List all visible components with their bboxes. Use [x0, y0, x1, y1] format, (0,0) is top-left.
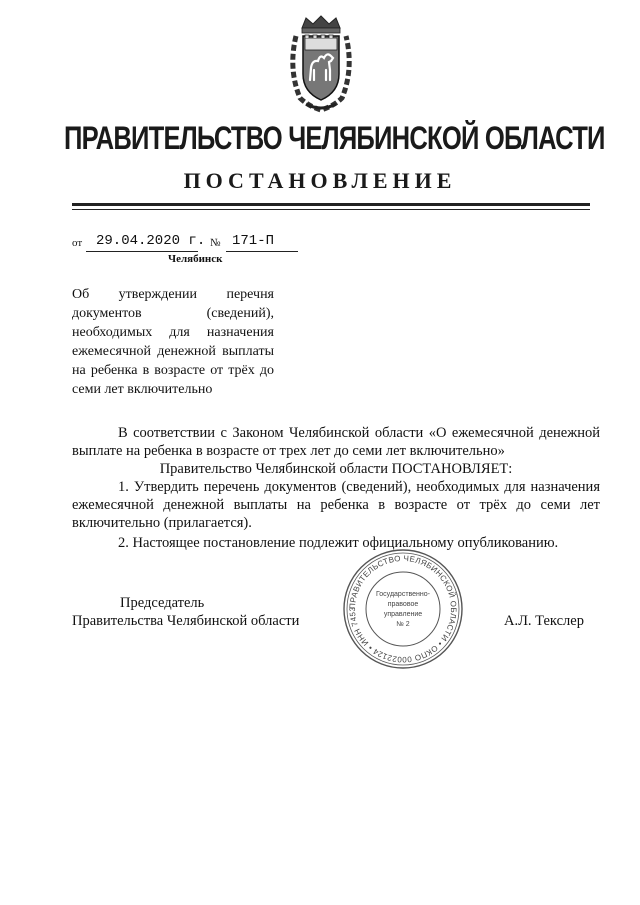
date-underline — [86, 251, 198, 252]
item-1: 1. Утвердить перечень документов (сведений), необходимых для назначения ежемесячной денежной выплаты на ребенка в возрасте от трёх до семи лет включительно (прилагается). — [72, 479, 600, 531]
number-underline — [226, 251, 298, 252]
stamp-center-4: № 2 — [396, 621, 410, 628]
city-label: Челябинск — [168, 253, 223, 265]
date-prefix: от — [72, 237, 83, 249]
coat-of-arms-emblem — [286, 14, 356, 114]
document-subject: Об утверждении перечня документов (сведений), необходимых для назначения ежемесячной денежной выплаты на ребенка в возрасте от трёх до семи лет включительно — [72, 287, 274, 397]
signer-name: А.Л. Текслер — [504, 613, 584, 629]
signer-title-1: Председатель — [120, 595, 205, 611]
document-type: ПОСТАНОВЛЕНИЕ — [183, 168, 457, 193]
stamp-center-1: Государственно- — [375, 591, 431, 598]
intro-paragraph: В соответствии с Законом Челябинской области «О ежемесячной денежной выплате на ребенка в возрасте от трех лет до семи лет включительно» — [72, 425, 600, 459]
document-body — [72, 424, 600, 552]
stamp-ring-text: ПРАВИТЕЛЬСТВО ЧЕЛЯБИНСКОЙ ОБЛАСТИ • ОКПО 00022124 • ИНН 7453 — [347, 553, 459, 665]
header-rule-thin — [72, 209, 590, 210]
resolves-line: Правительство Челябинской области ПОСТАНОВЛЯЕТ: — [159, 461, 513, 477]
item-2: 2. Настоящее постановление подлежит официальному опубликованию. — [118, 535, 559, 551]
header-rule-thick — [72, 203, 590, 206]
document-date: 29.04.2020 г. — [96, 233, 206, 249]
government-title: ПРАВИТЕЛЬСТВО ЧЕЛЯБИНСКОЙ ОБЛАСТИ — [64, 120, 605, 156]
official-stamp — [342, 548, 464, 670]
stamp-center-2: правовое — [387, 601, 419, 608]
stamp-center-3: управление — [383, 611, 423, 618]
signer-title-2: Правительства Челябинской области — [72, 613, 300, 629]
number-prefix: № — [210, 237, 221, 249]
document-number: 171-П — [232, 233, 275, 249]
